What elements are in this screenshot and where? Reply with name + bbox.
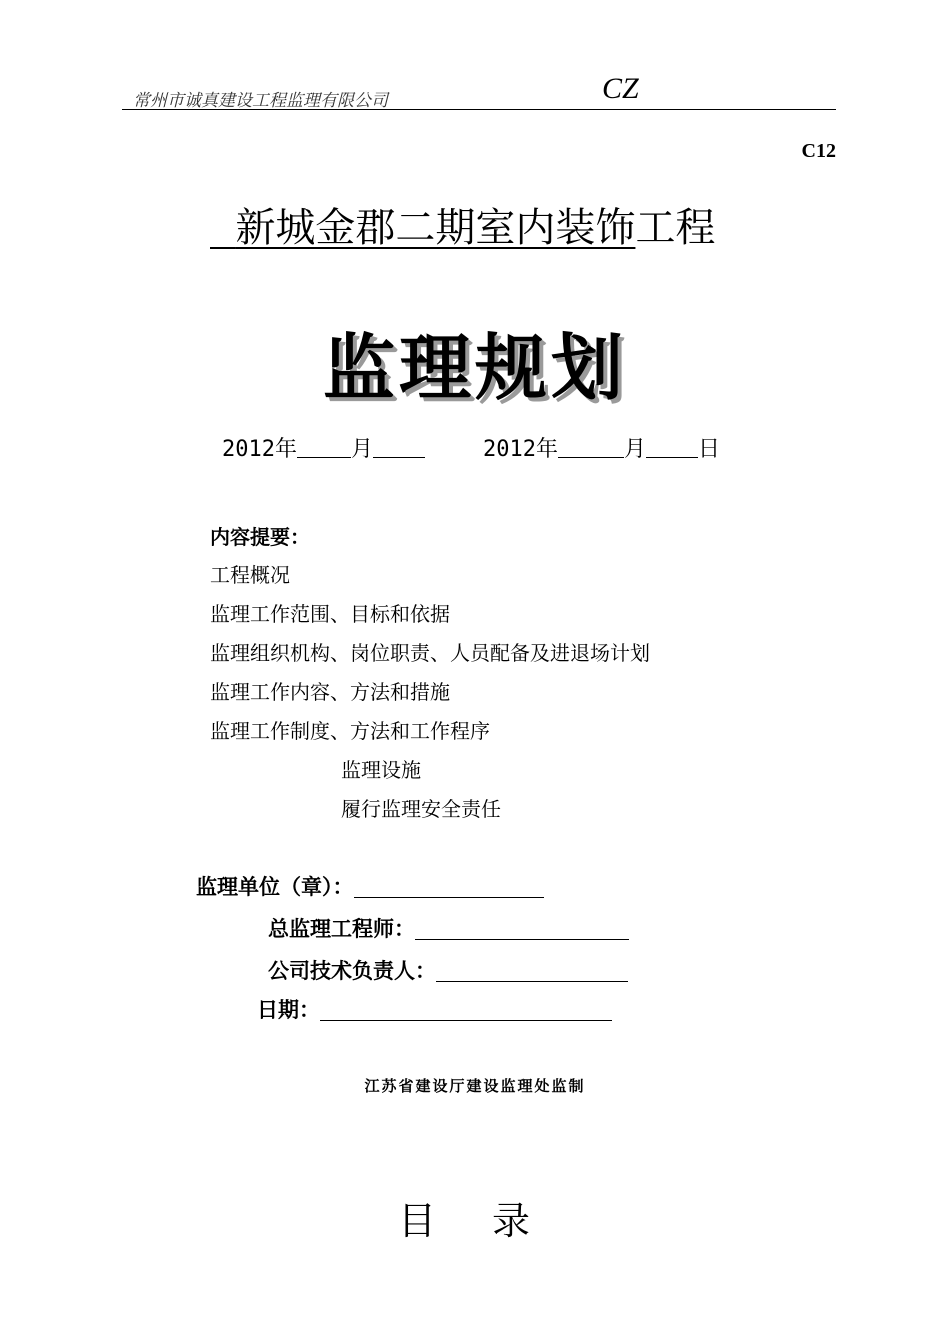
summary-item: 监理工作制度、方法和工作程序 xyxy=(210,719,490,743)
signature-date-line xyxy=(320,1000,612,1021)
summary-item: 监理设施 xyxy=(341,758,421,782)
date-range xyxy=(222,432,720,463)
end-day-char: 日 xyxy=(698,437,721,462)
summary-item: 监理工作范围、目标和依据 xyxy=(210,602,450,626)
signature-chief-engineer-line xyxy=(415,919,629,940)
signature-unit xyxy=(196,871,544,901)
start-month-blank xyxy=(297,437,351,458)
end-year: 2012 xyxy=(483,437,536,462)
summary-label: 内容提要： xyxy=(210,525,310,549)
document-code: C12 xyxy=(801,140,836,162)
header-company-name: 常州市诚真建设工程监理有限公司 xyxy=(133,91,388,111)
project-title-suffix: 工程 xyxy=(635,205,716,251)
signature-unit-line xyxy=(354,877,544,898)
main-title: 监理规划 xyxy=(322,326,627,410)
start-year-char: 年 xyxy=(274,437,297,462)
header-company-mark: CZ xyxy=(602,72,639,105)
end-month-char: 月 xyxy=(624,437,647,462)
project-name xyxy=(210,205,635,251)
project-title xyxy=(210,196,715,253)
summary-item: 监理工作内容、方法和措施 xyxy=(210,680,450,704)
signature-date xyxy=(257,994,612,1024)
summary-item: 工程概况 xyxy=(210,563,290,587)
signature-chief-engineer xyxy=(268,913,629,943)
start-day-blank xyxy=(373,437,425,458)
start-month-char: 月 xyxy=(351,437,374,462)
signature-tech-lead-line xyxy=(436,961,628,982)
issuer: 江苏省建设厅建设监理处监制 xyxy=(364,1077,586,1095)
end-month-blank xyxy=(558,437,624,458)
end-year-char: 年 xyxy=(536,437,559,462)
start-year: 2012 xyxy=(222,437,275,462)
toc-title: 目 录 xyxy=(397,1199,553,1243)
summary-item: 履行监理安全责任 xyxy=(341,797,501,821)
signature-tech-lead xyxy=(268,955,628,985)
signature-tech-lead-label: 公司技术负责人： xyxy=(268,959,436,983)
end-day-blank xyxy=(646,437,698,458)
summary-item: 监理组织机构、岗位职责、人员配备及进退场计划 xyxy=(210,641,650,665)
signature-date-label: 日期： xyxy=(257,998,320,1022)
project-name-text: 新城金郡二期室内装饰 xyxy=(235,205,636,251)
header-rule xyxy=(122,109,836,110)
signature-chief-engineer-label: 总监理工程师： xyxy=(268,917,415,941)
signature-unit-label: 监理单位（章）： xyxy=(196,875,354,899)
